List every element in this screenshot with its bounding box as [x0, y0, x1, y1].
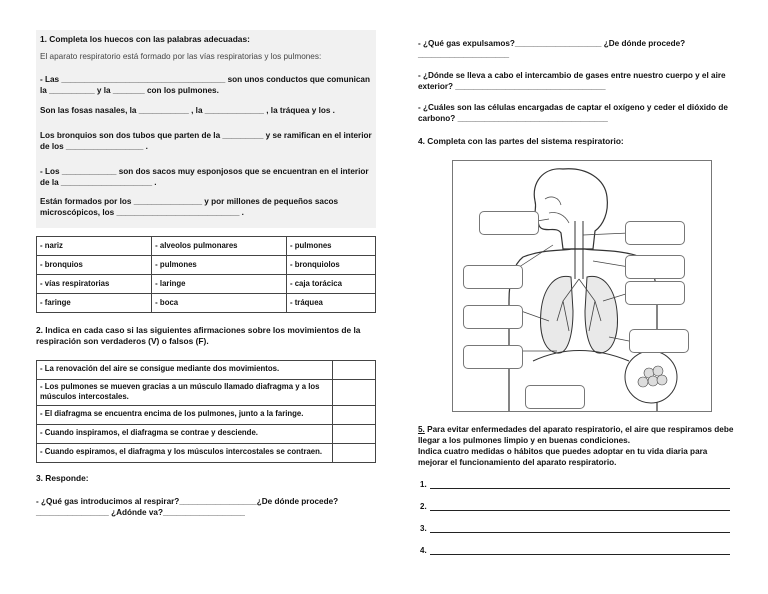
exercise-5-instructions: Indica cuatro medidas o hábitos que puedes adoptar en tu vida diaria para mejorar el funcionamiento del aparato respiratorio. — [418, 447, 708, 468]
exercise-1-intro: El aparato respiratorio está formado por las vías respiratorias y los pulmones: — [40, 52, 322, 62]
word-cell: - vías respiratorias — [37, 274, 152, 293]
table-row — [37, 443, 376, 462]
table-row — [37, 274, 376, 293]
answer-cell[interactable] — [333, 379, 376, 405]
table-row — [37, 360, 376, 379]
statement-cell: - Los pulmones se mueven gracias a un músculo llamado diafragma y a los músculos intercostales. — [37, 379, 333, 405]
answer-cell[interactable] — [333, 405, 376, 424]
word-bank-table — [36, 236, 376, 313]
statement-cell: - El diafragma se encuentra encima de los pulmones, junto a la faringe. — [37, 405, 333, 424]
word-cell: - nariz — [37, 236, 152, 255]
diagram-label-box[interactable] — [525, 385, 585, 409]
fill-line-2[interactable]: Son las fosas nasales, la ___________ , la _____________ , la tráquea y los . — [40, 105, 335, 115]
left-column — [36, 30, 376, 518]
answer-cell[interactable] — [333, 360, 376, 379]
table-row — [37, 293, 376, 312]
word-cell: - caja torácica — [286, 274, 375, 293]
word-cell: - laringe — [152, 274, 287, 293]
diagram-label-box[interactable] — [479, 211, 539, 235]
exercise-5-block — [418, 424, 734, 468]
fill-line-3[interactable]: Los bronquios son dos tubos que parten de la _________ y se ramifican en el interior de los _________________ . — [40, 130, 372, 151]
statement-cell: - La renovación del aire se consigue mediante dos movimientos. — [37, 360, 333, 379]
exercise-3-heading: 3. Responde: — [36, 472, 89, 483]
word-cell: - tráquea — [286, 293, 375, 312]
diagram-label-box[interactable] — [629, 329, 689, 353]
answer-cell[interactable] — [333, 443, 376, 462]
right-column — [418, 38, 734, 148]
diagram-label-box[interactable] — [463, 265, 523, 289]
word-cell: - bronquios — [37, 255, 152, 274]
exercise-1-block — [36, 30, 376, 228]
fill-line-5[interactable]: Están formados por los _______________ y por millones de pequeños sacos microscópicos, los ___________________________ . — [40, 196, 339, 217]
exercise-1-heading: 1. Completa los huecos con las palabras adecuadas: — [40, 34, 250, 44]
diagram-label-box[interactable] — [463, 305, 523, 329]
exercise-3-question-3[interactable]: - ¿Dónde se lleva a cabo el intercambio de gases entre nuestro cuerpo y el aire exterior? _________________________________ — [418, 71, 726, 92]
exercise-3-question-1[interactable]: - ¿Qué gas introducimos al respirar?_________________¿De dónde procede? ________________ ¿Adónde va?__________________ — [36, 497, 339, 518]
word-cell: - bronquiolos — [286, 255, 375, 274]
statement-cell: - Cuando espiramos, el diafragma y los músculos intercostales se contraen. — [37, 443, 333, 462]
diagram-label-box[interactable] — [625, 281, 685, 305]
table-row — [37, 424, 376, 443]
word-cell: - pulmones — [286, 236, 375, 255]
answer-cell[interactable] — [333, 424, 376, 443]
exercise-3-question-4[interactable]: - ¿Cuáles son las células encargadas de captar el oxígeno y ceder el dióxido de carbono? _________________________________ — [418, 103, 728, 124]
table-row — [37, 236, 376, 255]
exercise-4-heading: 4. Completa con las partes del sistema respiratorio: — [418, 136, 624, 147]
exercise-3-question-2[interactable]: - ¿Qué gas expulsamos?___________________ ¿De dónde procede? ____________________ — [418, 39, 686, 60]
fill-line-4[interactable]: - Los ____________ son dos sacos muy esponjosos que se encuentran en el interior de la ____________________ . — [40, 166, 369, 187]
word-cell: - boca — [152, 293, 287, 312]
true-false-table — [36, 360, 376, 463]
table-row — [37, 405, 376, 424]
exercise-5-text: 5. Para evitar enfermedades del aparato respiratorio, el aire que respiramos debe llegar a los pulmones limpio y en buenas condiciones. — [418, 425, 734, 446]
diagram-label-box[interactable] — [463, 345, 523, 369]
table-row — [37, 379, 376, 405]
answer-line-3[interactable]: 3. — [420, 524, 730, 538]
exercise-5-number: 5. — [418, 425, 425, 434]
diagram-label-box[interactable] — [625, 255, 685, 279]
word-cell: - alveolos pulmonares — [152, 236, 287, 255]
answer-line-2[interactable]: 2. — [420, 502, 730, 516]
statement-cell: - Cuando inspiramos, el diafragma se contrae y desciende. — [37, 424, 333, 443]
answer-line-4[interactable]: 4. — [420, 546, 730, 560]
respiratory-system-diagram — [452, 160, 712, 412]
exercise-2-heading: 2. Indica en cada caso si las siguientes afirmaciones sobre los movimientos de la respiración son verdaderos (V) o falsos (F). — [36, 324, 361, 347]
fill-line-1[interactable]: - Las ____________________________________ son unos conductos que comunican la __________ y la _______ con los pulmones. — [40, 75, 370, 96]
word-cell: - faringe — [37, 293, 152, 312]
table-row — [37, 255, 376, 274]
word-cell: - pulmones — [152, 255, 287, 274]
answer-line-1[interactable]: 1. — [420, 480, 730, 494]
diagram-label-box[interactable] — [625, 221, 685, 245]
